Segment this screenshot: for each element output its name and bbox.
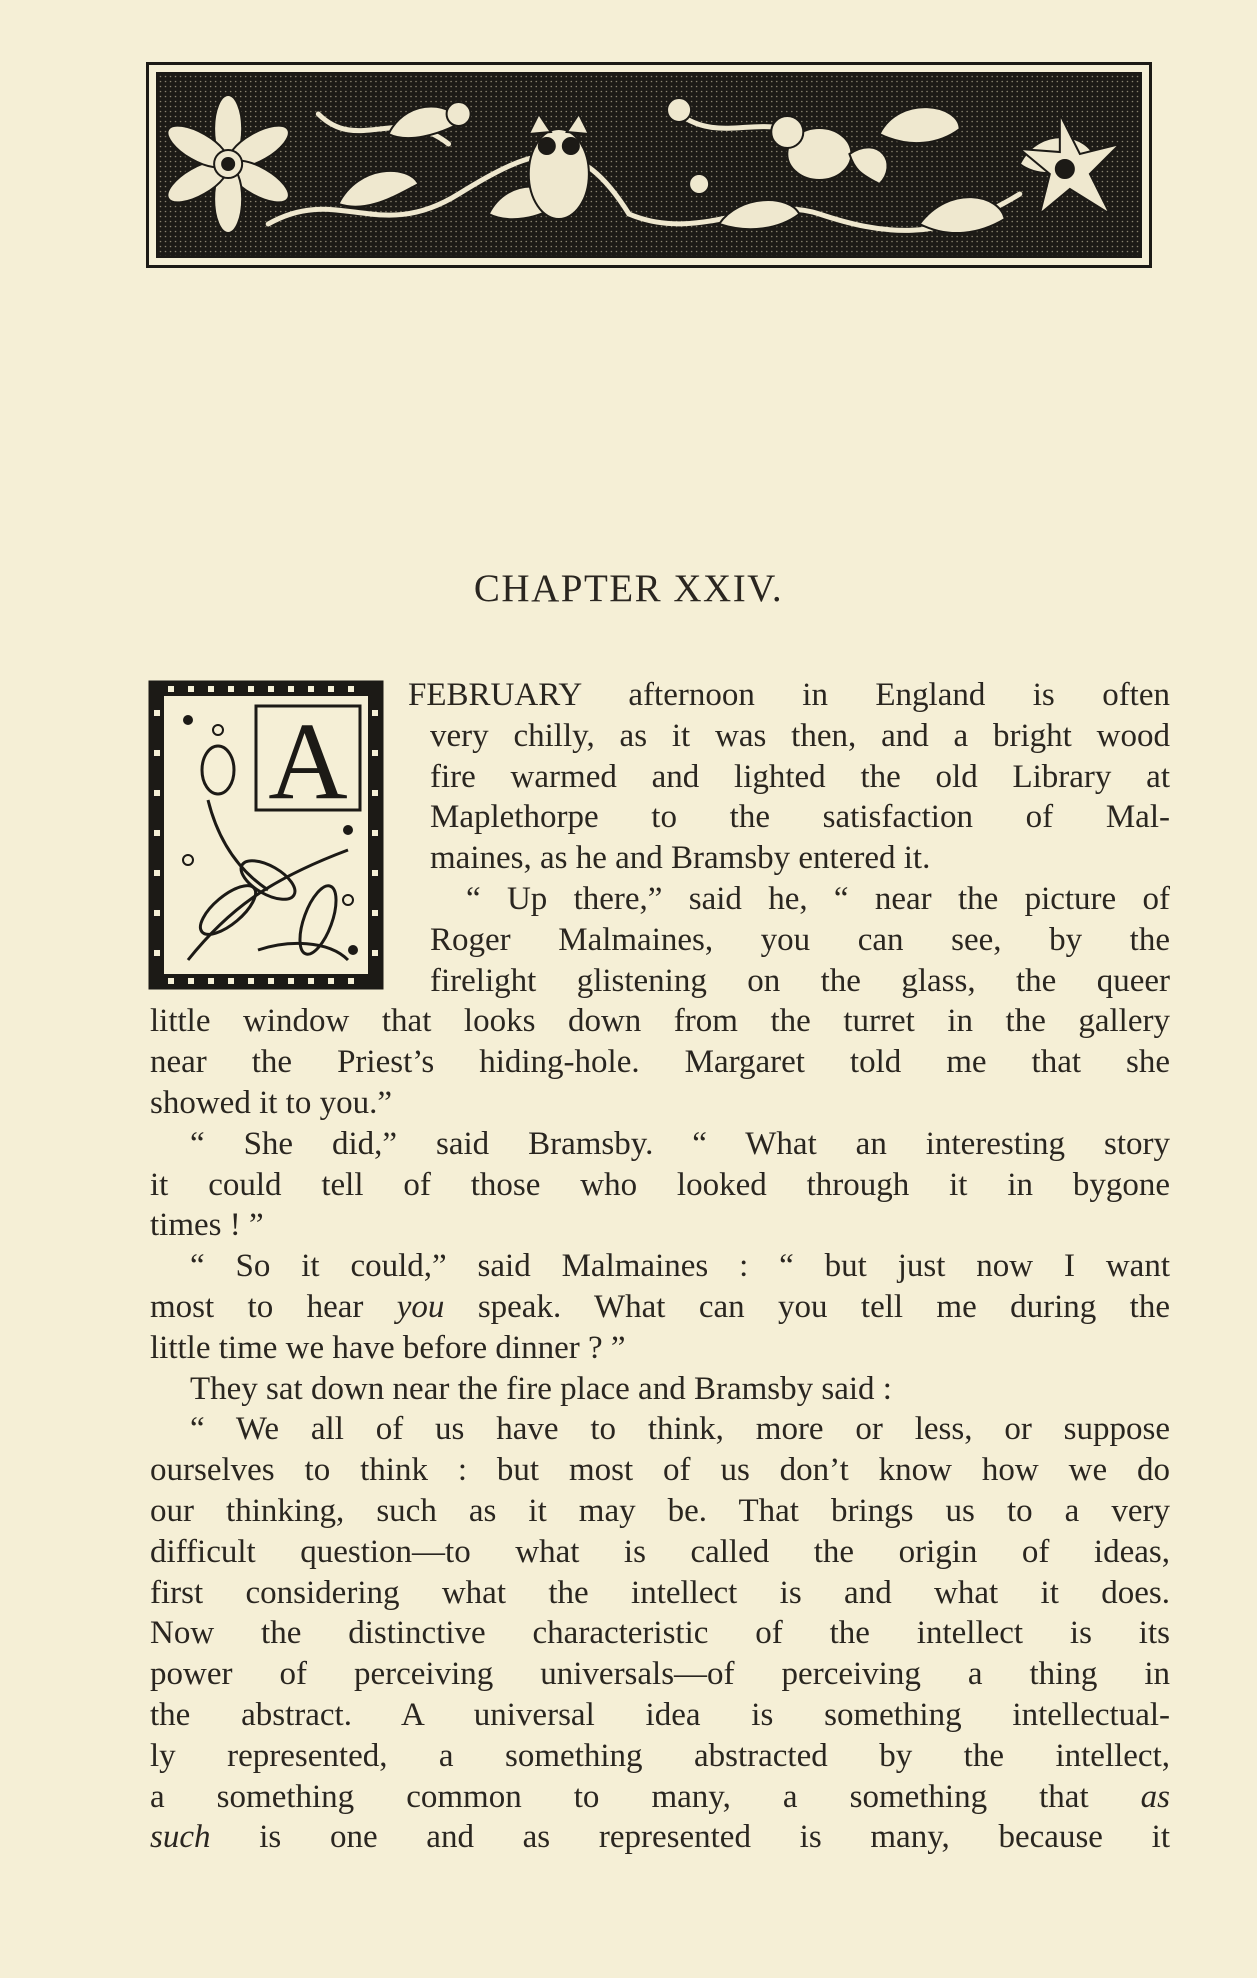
text-line [430,716,1170,756]
text-line-content: little time we have before dinner ? ” [150,1330,626,1366]
text-line-content: “ Up there,” said he, “ near the picture of [466,881,1170,917]
text-line [150,1532,1170,1572]
text-line-content: ourselves to think : but most of us don’t know how we do [150,1452,1170,1488]
text-line [150,1654,1170,1694]
text-line [150,1205,1170,1245]
text-line-content: times ! ” [150,1207,264,1243]
text-line [150,1042,1170,1082]
text-line [190,1246,1170,1286]
text-line [190,1369,1170,1409]
text-line-content: Now the distinctive characteristic of the intellect is its [150,1615,1170,1651]
text-line-content: Roger Malmaines, you can see, by the [430,922,1170,958]
text-line-content: the abstract. A universal idea is something intellectual- [150,1697,1170,1733]
text-line-content: first considering what the intellect is and what it does. [150,1575,1170,1611]
drop-cap [148,680,384,990]
text-line-content: is one and as represented is many, because it [210,1819,1170,1855]
text-line [150,1328,1170,1368]
text-line-content: our thinking, such as it may be. That brings us to a very [150,1493,1170,1529]
floral-headpiece-icon [158,74,1140,256]
text-line [150,1777,1170,1817]
text-line-content: maines, as he and Bramsby entered it. [430,840,931,876]
text-line [150,1491,1170,1531]
text-line-content: a something common to many, a something that [150,1779,1141,1815]
text-line-content: most to hear [150,1289,397,1325]
text-line [150,1613,1170,1653]
text-line-content: speak. What can you tell me during the [444,1289,1170,1325]
text-line [408,675,1170,715]
text-line-content: showed it to you.” [150,1085,392,1121]
text-line [430,797,1170,837]
chapter-title: CHAPTER XXIV. [473,567,784,610]
text-line [150,1083,1170,1123]
text-line [190,1409,1170,1449]
text-line [466,879,1170,919]
text-line [150,1287,1170,1327]
text-line [150,1573,1170,1613]
ornamental-initial-icon [148,680,384,990]
ornamental-headpiece [146,62,1152,268]
text-line-content: very chilly, as it was then, and a bright wood [430,718,1170,754]
text-line-content: it could tell of those who looked through it in bygone [150,1167,1170,1203]
text-line-content: power of perceiving universals—of perceiving a thing in [150,1656,1170,1692]
text-line-content: “ We all of us have to think, more or less, or suppose [190,1411,1170,1447]
text-line-content: “ She did,” said Bramsby. “ What an interesting story [190,1126,1170,1162]
text-line-content: They sat down near the fire place and Bramsby said : [190,1371,892,1407]
text-line [150,1165,1170,1205]
text-line-content: near the Priest’s hiding-hole. Margaret told me that she [150,1044,1170,1080]
text-line [190,1124,1170,1164]
text-line [150,1695,1170,1735]
text-line [150,1736,1170,1776]
italic-word: as [1140,1779,1170,1815]
text-line-content: fire warmed and lighted the old Library at [430,759,1170,795]
text-line [150,1817,1170,1857]
text-line [150,1001,1170,1041]
text-line-content: ly represented, a something abstracted by the intellect, [150,1738,1170,1774]
text-line-content: little window that looks down from the turret in the gallery [150,1003,1170,1039]
text-line [430,838,1170,878]
text-line-content: difficult question—to what is called the origin of ideas, [150,1534,1170,1570]
text-line-content: firelight glistening on the glass, the queer [430,963,1170,999]
text-line [430,920,1170,960]
text-line [430,757,1170,797]
italic-word: such [150,1819,211,1855]
text-line [150,1450,1170,1490]
text-line-content: Maplethorpe to the satisfaction of Mal- [430,799,1170,835]
italic-word: you [396,1289,445,1325]
drop-cap-letter: A [268,700,348,822]
text-line [430,961,1170,1001]
text-line-content: “ So it could,” said Malmaines : “ but just now I want [190,1248,1170,1284]
text-line-content: FEBRUARY afternoon in England is often [408,677,1170,713]
